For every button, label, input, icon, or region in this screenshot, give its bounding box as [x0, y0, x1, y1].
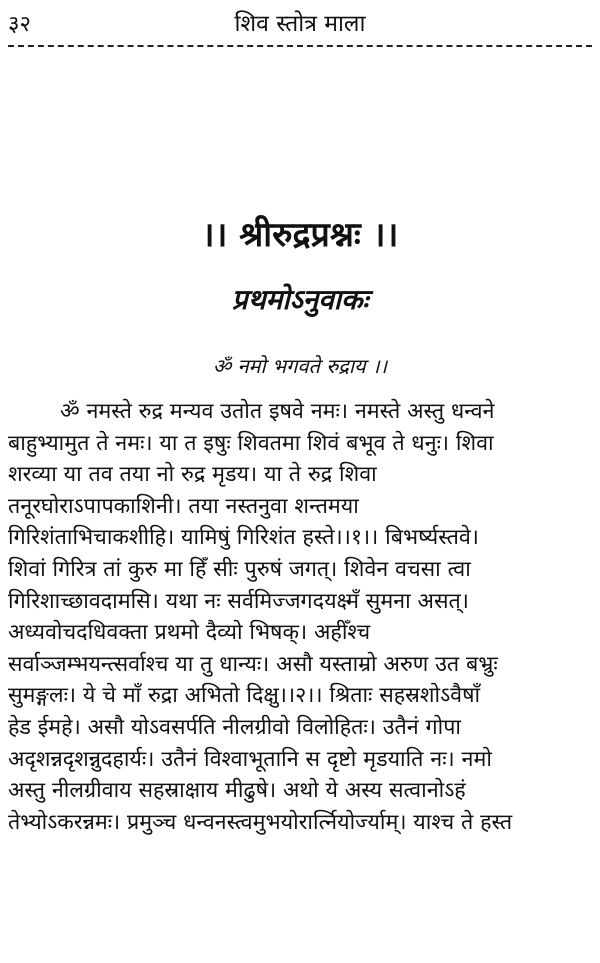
verse-line: सर्वाञ्जम्भयन्त्सर्वाश्च या तु धान्यः। असौ यस्ताम्रो अरुण उत बभ्रुः: [8, 651, 498, 677]
verse-line: गिरिशंताभिचाकशीहि। यामिषुं गिरिशंत हस्ते।।१।। बिभर्ष्यस्तवे।: [8, 525, 479, 551]
verse-line: अस्तु नीलग्रीवाय सहस्राक्षाय मीढुषे। अथो ये अस्य सत्वानोऽहं: [8, 778, 466, 804]
verse-line: हेड ईमहे। असौ योऽवसर्पति नीलग्रीवो विलोहितः। उतैनं गोपा: [8, 714, 461, 740]
verse-line: शिवां गिरित्र तां कुरु मा हिँ सीः पुरुषं जगत्। शिवेन वचसा त्वा: [8, 556, 471, 582]
verse-line: अध्यवोचदधिवक्ता प्रथमो दैव्यो भिषक्। अहीँश्च: [8, 620, 371, 646]
invocation-line: ॐ नमो भगवते रुद्राय ।।: [212, 354, 388, 378]
verse-line: अदृशन्नदृशन्नुदहार्यः। उतैनं विश्वाभूतानि स दृष्टो मृडयाति नः। नमो: [8, 746, 492, 772]
verse-line: सुमङ्गलः। ये चे माँ रुद्रा अभितो दिक्षु।।२।। श्रिताः सहस्रशोऽवैषाँ: [8, 683, 481, 709]
verse-line: गिरिशाच्छावदामसि। यथा नः सर्वमिज्जगदयक्ष्मँ सुमना असत्।: [8, 588, 469, 614]
verse-line: ॐ नमस्ते रुद्र मन्यव उतोत इषवे नमः। नमस्ते अस्तु धन्वने: [60, 399, 495, 424]
page-number: ३२: [8, 12, 31, 37]
verse-body: [8, 396, 592, 838]
verse-line: तनूरघोराऽपापकाशिनी। तया नस्तनुवा शन्तमया: [8, 493, 359, 519]
hymn-title: ।। श्रीरुद्रप्रश्नः ।।: [201, 215, 399, 255]
page-header: [0, 0, 600, 48]
header-dashed-rule: [8, 45, 592, 47]
verse-line: तेभ्योऽकरन्नमः। प्रमुञ्च धन्वनस्त्वमुभयोरार्त्नियोर्ज्याम्। याश्च ते हस्त: [8, 809, 513, 835]
verse-line: बाहुभ्यामुत ते नमः। या त इषुः शिवतमा शिवं बभूव ते धनुः। शिवा: [8, 430, 494, 456]
section-subtitle: प्रथमोऽनुवाकः: [231, 283, 369, 316]
running-title: शिव स्तोत्र माला: [234, 11, 366, 37]
verse-line: शरव्या या तव तया नो रुद्र मृडय। या ते रुद्र शिवा: [8, 462, 377, 488]
